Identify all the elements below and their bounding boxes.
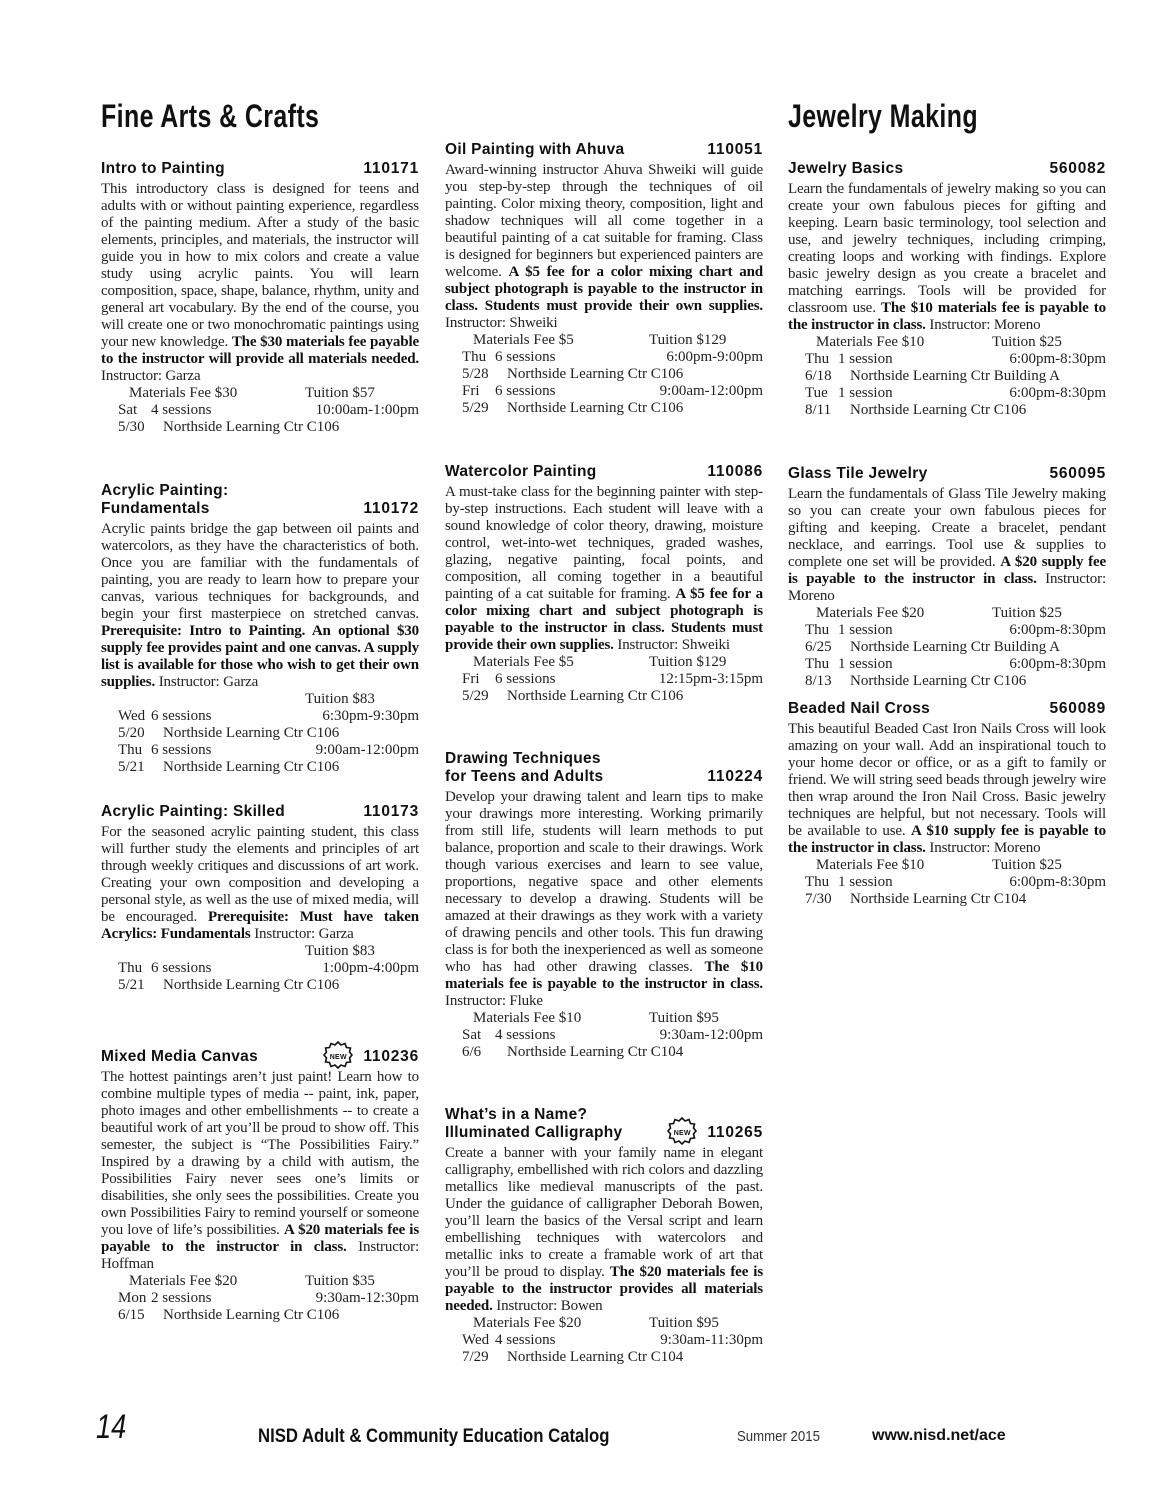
course-description-text: Instructor: Moreno [925, 317, 1041, 333]
fee-row [788, 334, 1106, 351]
session-location: Northside Learning Ctr C106 [507, 400, 684, 416]
course-listing [788, 160, 1106, 419]
course-description [445, 484, 763, 654]
course-schedule [101, 691, 419, 776]
course-code: 110086 [707, 463, 763, 480]
materials-fee: Materials Fee $10 [816, 334, 925, 350]
session-day: Thu [118, 742, 143, 758]
course-title-line: What’s in a Name? [445, 1106, 588, 1123]
session-start-date: 5/30 [118, 419, 145, 435]
session-row [788, 351, 1106, 368]
course-description [101, 521, 419, 691]
catalog-season: Summer 2015 [737, 1428, 820, 1445]
course-title [445, 141, 624, 159]
course-fee-note: The $10 materials fee is payable to the instructor in class. [788, 300, 1106, 333]
course-description [101, 181, 419, 385]
course-code: 560089 [1049, 700, 1106, 717]
tuition: Tuition $25 [992, 334, 1062, 350]
session-day: Wed [462, 1332, 490, 1348]
session-row [101, 742, 419, 759]
session-day: Sat [462, 1027, 482, 1043]
session-row [101, 1290, 419, 1307]
materials-fee: Materials Fee $10 [816, 857, 925, 873]
course-code-wrap [707, 463, 763, 481]
course-schedule [445, 332, 763, 417]
session-time: 6:30pm-9:30pm [322, 708, 419, 724]
course-code-wrap [1049, 700, 1106, 718]
session-date-row [788, 673, 1106, 690]
session-day: Fri [462, 671, 480, 687]
course-description [788, 181, 1106, 334]
course-code: 110236 [363, 1048, 419, 1065]
session-location: Northside Learning Ctr Building A [850, 639, 1060, 655]
session-count: 4 sessions [495, 1332, 556, 1348]
fee-row [101, 691, 419, 708]
tuition: Tuition $57 [305, 385, 375, 401]
section-heading-fine-arts: Fine Arts & Crafts [101, 98, 320, 134]
session-time: 10:00am-1:00pm [315, 402, 419, 418]
session-date-row [101, 759, 419, 776]
tuition: Tuition $25 [992, 605, 1062, 621]
course-listing [101, 482, 419, 776]
course-code: 110173 [363, 803, 419, 820]
session-time: 6:00pm-8:30pm [1009, 351, 1106, 367]
session-row [445, 1332, 763, 1349]
materials-fee: Materials Fee $20 [129, 1273, 238, 1289]
session-start-date: 5/28 [462, 366, 489, 382]
new-badge-icon [323, 1040, 353, 1070]
session-date-row [788, 402, 1106, 419]
course-code: 110224 [707, 768, 763, 785]
session-count: 6 sessions [495, 349, 556, 365]
session-time: 6:00pm-8:30pm [1009, 656, 1106, 672]
course-schedule [445, 1315, 763, 1366]
course-title-line: Acrylic Painting: Skilled [101, 803, 286, 820]
course-fee-note: A $5 fee for a color mixing chart and subject photograph is payable to the instructor in class. Students must provide their own supplies. [445, 264, 763, 314]
course-description-text: Instructor: Fluke [445, 993, 543, 1009]
course-description-text: Instructor: Hoffman [101, 1239, 419, 1272]
page-number: 14 [96, 1408, 127, 1446]
session-date-row [445, 1349, 763, 1366]
course-title-row [445, 750, 763, 786]
session-count: 1 session [838, 351, 893, 367]
session-row [788, 874, 1106, 891]
course-title-row [445, 463, 763, 481]
course-title-row [788, 700, 1106, 718]
session-day: Thu [118, 960, 143, 976]
course-description-text: A must-take class for the beginning painter with step-by-step instructions. Each student will leave with a sound knowledge of color theory, drawing, moisture control, wet-into-wet techniques, graded washes, glazing, negative painting, focal points, and composition, all coming together in a beautiful painting of a cat suitable for framing. [445, 484, 763, 602]
course-description [788, 721, 1106, 857]
session-start-date: 8/13 [805, 673, 832, 689]
course-description [445, 162, 763, 332]
session-row [445, 349, 763, 366]
session-day: Thu [805, 874, 830, 890]
session-count: 1 session [838, 622, 893, 638]
session-date-row [445, 400, 763, 417]
course-fee-note: The $30 materials fee payable to the instructor will provide all materials needed. [101, 334, 419, 367]
session-start-date: 6/18 [805, 368, 832, 384]
session-location: Northside Learning Ctr C106 [507, 366, 684, 382]
session-day: Sat [118, 402, 138, 418]
session-row [788, 656, 1106, 673]
course-schedule [445, 654, 763, 705]
tuition: Tuition $95 [649, 1315, 719, 1331]
course-listing [445, 463, 763, 705]
course-description-text: Instructor: Bowen [492, 1298, 603, 1314]
course-title-line: Drawing Techniques [445, 750, 601, 767]
session-date-row [788, 891, 1106, 908]
session-day: Mon [118, 1290, 147, 1306]
course-code: 110172 [363, 500, 419, 517]
fee-row [445, 332, 763, 349]
session-time: 6:00pm-8:30pm [1009, 622, 1106, 638]
session-start-date: 7/30 [805, 891, 832, 907]
course-title-line: Illuminated Calligraphy [445, 1124, 623, 1141]
session-time: 9:30am-12:00pm [659, 1027, 763, 1043]
tuition: Tuition $35 [305, 1273, 375, 1289]
session-location: Northside Learning Ctr C106 [163, 1307, 340, 1323]
tuition: Tuition $129 [649, 654, 727, 670]
session-count: 1 session [838, 874, 893, 890]
course-description [445, 1145, 763, 1315]
course-listing [101, 160, 419, 436]
course-fee-note: Prerequisite: Intro to Painting. An optional $30 supply fee provides paint and one canvas. A supply list is available for those who wish to get their own supplies. [101, 623, 419, 690]
course-description-text: Learn the fundamentals of Glass Tile Jewelry making so you can create your own fabulous pieces for gifting and keeping. Create a bracelet, pendant necklace, and earrings. Tool use & supplies to complete one set will be provided. [788, 486, 1106, 570]
fee-row [788, 857, 1106, 874]
course-code-wrap [1049, 160, 1106, 178]
website-link[interactable]: www.nisd.net/ace [872, 1427, 1006, 1444]
course-listing [445, 141, 763, 417]
course-title-row [445, 141, 763, 159]
session-count: 4 sessions [495, 1027, 556, 1043]
course-title [788, 700, 930, 718]
section-heading-jewelry: Jewelry Making [788, 98, 978, 134]
course-description-text: The hottest paintings aren’t just paint! Learn how to combine multiple types of media -- paint, ink, paper, photo images and other embellishments -- to create a beautiful work of art you’ll be proud to show off. This semester, the subject is “The Possibilities Fairy.” Inspired by a drawing by a child with autism, the Possibilities Fairy never sees one’s limits or disabilities, she only sees the possibilities. Create you own Possibilities Fairy to remind yourself or someone you love of life’s possibilities. [101, 1069, 419, 1238]
session-location: Northside Learning Ctr C104 [507, 1349, 684, 1365]
course-description-text: This introductory class is designed for teens and adults with or without painting experience, regardless of the painting medium. After a study of the basic elements, principles, and materials, the instructor will guide you in how to mix colors and create a value study using acrylic paints. You will learn composition, space, shape, balance, rhythm, unity and general art vocabulary. By the end of the course, you will create one or two monochromatic paintings using your new knowledge. [101, 181, 419, 350]
new-badge-text: NEW [673, 1130, 691, 1137]
course-listing [445, 1106, 763, 1366]
course-schedule [445, 1010, 763, 1061]
session-row [101, 402, 419, 419]
tuition: Tuition $95 [649, 1010, 719, 1026]
course-description-text: This beautiful Beaded Cast Iron Nails Cross will look amazing on your wall. Add an inspirational touch to your home decor or office, or as a gift to family or friend. We will string seed beads through jewelry wire then wrap around the Iron Nail Cross. Basic jewelry techniques are helpful, but not necessary. Tools will be available to use. [788, 721, 1106, 839]
course-description-text: For the seasoned acrylic painting student, this class will further study the elements and principles of art through weekly critiques and discussions of art work. Creating your own composition and developing a personal style, as well as the use of mixed media, will be encouraged. [101, 824, 419, 925]
new-badge-text: NEW [329, 1054, 347, 1061]
session-count: 6 sessions [495, 671, 556, 687]
fee-row [788, 605, 1106, 622]
course-title-row [788, 465, 1106, 483]
session-time: 9:00am-12:00pm [315, 742, 419, 758]
course-title-line: Mixed Media Canvas [101, 1048, 259, 1065]
session-day: Thu [462, 349, 487, 365]
materials-fee: Materials Fee $10 [473, 1010, 582, 1026]
session-time: 9:30am-11:30pm [660, 1332, 763, 1348]
session-date-row [101, 977, 419, 994]
session-start-date: 6/25 [805, 639, 832, 655]
session-day: Thu [805, 656, 830, 672]
fee-row [445, 1010, 763, 1027]
fee-row [101, 943, 419, 960]
materials-fee: Materials Fee $20 [816, 605, 925, 621]
fee-row [101, 1273, 419, 1290]
new-badge-icon [667, 1116, 697, 1146]
course-schedule [101, 385, 419, 436]
course-fee-note: The $10 materials fee is payable to the instructor in class. [445, 959, 763, 992]
session-day: Thu [805, 351, 830, 367]
course-title-row [445, 1106, 763, 1142]
course-title-line: Jewelry Basics [788, 160, 904, 177]
materials-fee: Materials Fee $20 [473, 1315, 582, 1331]
course-code-wrap [707, 768, 763, 786]
course-description-text: Instructor: Garza [250, 926, 354, 942]
course-title [788, 465, 928, 483]
session-location: Northside Learning Ctr C106 [163, 419, 340, 435]
course-title [101, 160, 225, 178]
course-title [101, 1048, 258, 1066]
session-date-row [445, 1044, 763, 1061]
course-schedule [101, 1273, 419, 1324]
materials-fee: Materials Fee $30 [129, 385, 238, 401]
session-time: 6:00pm-8:30pm [1009, 385, 1106, 401]
session-location: Northside Learning Ctr C106 [163, 725, 340, 741]
session-day: Fri [462, 383, 480, 399]
course-fee-note: A $20 materials fee is payable to the instructor in class. [101, 1222, 420, 1255]
course-fee-note: The $20 materials fee is payable to the instructor provides all materials needed. [445, 1264, 764, 1314]
session-date-row [101, 1307, 419, 1324]
tuition: Tuition $129 [649, 332, 727, 348]
course-fee-note: A $10 supply fee is payable to the instructor in class. [788, 823, 1107, 856]
course-fee-note: Prerequisite: Must have taken Acrylics: Fundamentals [101, 909, 419, 942]
course-title-line: Glass Tile Jewelry [788, 465, 928, 482]
session-day: Tue [805, 385, 828, 401]
session-count: 1 session [838, 385, 893, 401]
session-count: 6 sessions [151, 708, 212, 724]
session-count: 6 sessions [151, 742, 212, 758]
session-start-date: 5/21 [118, 759, 145, 775]
course-schedule [101, 943, 419, 994]
session-day: Thu [805, 622, 830, 638]
course-title-line: Intro to Painting [101, 160, 225, 177]
course-title-row [101, 803, 419, 821]
materials-fee: Materials Fee $5 [473, 332, 574, 348]
course-title-row [101, 160, 419, 178]
course-title-row [788, 160, 1106, 178]
session-start-date: 5/21 [118, 977, 145, 993]
catalog-title: NISD Adult & Community Education Catalog [258, 1426, 610, 1447]
session-row [445, 383, 763, 400]
fee-row [101, 385, 419, 402]
course-title-line: Fundamentals [101, 500, 210, 517]
course-title-line: Beaded Nail Cross [788, 700, 931, 717]
session-count: 4 sessions [151, 402, 212, 418]
session-start-date: 5/20 [118, 725, 145, 741]
course-description [101, 824, 419, 943]
course-description-text: Award-winning instructor Ahuva Shweiki will guide you step-by-step through the techniques of oil painting. Color mixing theory, composition, light and shadow techniques will all come together in a beautiful painting of a cat suitable for framing. Class is designed for beginners but experienced painters are welcome. [445, 162, 763, 280]
session-date-row [101, 419, 419, 436]
course-listing [101, 803, 419, 994]
course-schedule [788, 857, 1106, 908]
course-code: 560095 [1049, 465, 1106, 482]
session-date-row [788, 639, 1106, 656]
fee-row [445, 1315, 763, 1332]
session-count: 2 sessions [151, 1290, 212, 1306]
materials-fee: Materials Fee $5 [473, 654, 574, 670]
session-date-row [788, 368, 1106, 385]
course-code: 110051 [707, 141, 763, 158]
course-description-text: Instructor: Garza [101, 368, 201, 384]
session-start-date: 8/11 [805, 402, 832, 418]
course-title-line: Oil Painting with Ahuva [445, 141, 625, 158]
course-title-line: Acrylic Painting: [101, 482, 229, 499]
session-time: 6:00pm-8:30pm [1009, 874, 1106, 890]
session-start-date: 7/29 [462, 1349, 489, 1365]
course-schedule [788, 334, 1106, 419]
course-fee-note: A $5 fee for a color mixing chart and subject photograph is payable to the instructor in class. Students must provide their own supplies. [445, 586, 763, 653]
session-time: 9:30am-12:30pm [315, 1290, 419, 1306]
tuition: Tuition $25 [992, 857, 1062, 873]
course-description-text: Acrylic paints bridge the gap between oil paints and watercolors, as they have the characteristics of both. Once you are familiar with the fundamentals of painting, you are ready to learn how to prepare your canvas, various techniques for backgrounds, and begin your first masterpiece on stretched canvas. [101, 521, 419, 622]
course-listing [788, 700, 1106, 908]
course-title-line: Watercolor Painting [445, 463, 597, 480]
tuition: Tuition $83 [305, 943, 375, 959]
course-title [788, 160, 903, 178]
course-description-text: Instructor: Shweiki [445, 315, 558, 331]
session-count: 6 sessions [495, 383, 556, 399]
session-date-row [101, 725, 419, 742]
course-description [788, 486, 1106, 605]
course-code: 110171 [363, 160, 419, 177]
course-listing [788, 465, 1106, 690]
course-description-text: Instructor: Moreno [788, 571, 1106, 604]
course-code: 110265 [707, 1124, 763, 1141]
session-row [101, 708, 419, 725]
session-start-date: 6/6 [462, 1044, 482, 1060]
course-schedule [788, 605, 1106, 690]
course-code: 560082 [1049, 160, 1106, 177]
session-location: Northside Learning Ctr C106 [163, 759, 340, 775]
session-row [445, 1027, 763, 1044]
course-title [445, 1106, 622, 1142]
session-count: 1 session [838, 656, 893, 672]
session-time: 12:15pm-3:15pm [658, 671, 763, 687]
session-start-date: 5/29 [462, 688, 489, 704]
course-code-wrap [363, 500, 419, 518]
session-start-date: 6/15 [118, 1307, 145, 1323]
session-location: Northside Learning Ctr C106 [850, 402, 1027, 418]
session-start-date: 5/29 [462, 400, 489, 416]
course-description-text: Instructor: Moreno [925, 840, 1041, 856]
session-day: Wed [118, 708, 146, 724]
course-fee-note: A $20 supply fee is payable to the instructor in class. [788, 554, 1106, 587]
session-row [788, 622, 1106, 639]
session-time: 1:00pm-4:00pm [322, 960, 419, 976]
session-date-row [445, 688, 763, 705]
session-location: Northside Learning Ctr Building A [850, 368, 1060, 384]
course-description [101, 1069, 419, 1273]
session-date-row [445, 366, 763, 383]
course-title [445, 750, 603, 786]
fee-row [445, 654, 763, 671]
course-listing [445, 750, 763, 1061]
course-code-wrap [323, 1040, 419, 1066]
course-description-text: Instructor: Garza [155, 674, 259, 690]
session-location: Northside Learning Ctr C106 [507, 688, 684, 704]
course-code-wrap [707, 141, 763, 159]
session-time: 9:00am-12:00pm [659, 383, 763, 399]
session-location: Northside Learning Ctr C106 [163, 977, 340, 993]
course-title-row [101, 482, 419, 518]
course-title-row [101, 1040, 419, 1066]
course-title [445, 463, 597, 481]
tuition: Tuition $83 [305, 691, 375, 707]
course-code-wrap [363, 160, 419, 178]
session-location: Northside Learning Ctr C104 [850, 891, 1027, 907]
course-listing [101, 1040, 419, 1324]
session-row [788, 385, 1106, 402]
course-description-text: Create a banner with your family name in elegant calligraphy, embellished with rich colors and dazzling metallics like medieval manuscripts of the past. Under the guidance of calligrapher Deborah Bowen, you’ll learn the basics of the Versal script and learn embellishing techniques with watercolors and metallic inks to create a framable work of art that you’ll be proud to display. [445, 1145, 763, 1280]
session-location: Northside Learning Ctr C104 [507, 1044, 684, 1060]
session-row [445, 671, 763, 688]
session-time: 6:00pm-9:00pm [666, 349, 763, 365]
course-description-text: Learn the fundamentals of jewelry making so you can create your own fabulous pieces for gifting and keeping. Learn basic terminology, tool selection and use, and jewelry techniques, including crimping, creating loops and working with findings. Explore basic jewelry design as you create a bracelet and matching earrings. Tools will be provided for classroom use. [788, 181, 1106, 316]
session-row [101, 960, 419, 977]
course-description-text: Instructor: Shweiki [613, 637, 730, 653]
session-location: Northside Learning Ctr C106 [850, 673, 1027, 689]
session-count: 6 sessions [151, 960, 212, 976]
course-code-wrap [667, 1116, 763, 1142]
course-title-line: for Teens and Adults [445, 768, 604, 785]
course-code-wrap [1049, 465, 1106, 483]
course-title [101, 803, 285, 821]
course-code-wrap [363, 803, 419, 821]
course-title [101, 482, 228, 518]
course-description [445, 789, 763, 1010]
course-description-text: Develop your drawing talent and learn tips to make your drawings more interesting. Working primarily from still life, students will learn methods to put balance, proportion and scale to their drawings. Work though various exercises and learn to see value, proportions, negative space and other elements necessary to develop a drawing. Students will be amazed at their drawings as they work with a variety of drawing pencils and other tools. This fun drawing class is for both the inexperienced as well as someone who has had other drawing classes. [445, 789, 763, 975]
